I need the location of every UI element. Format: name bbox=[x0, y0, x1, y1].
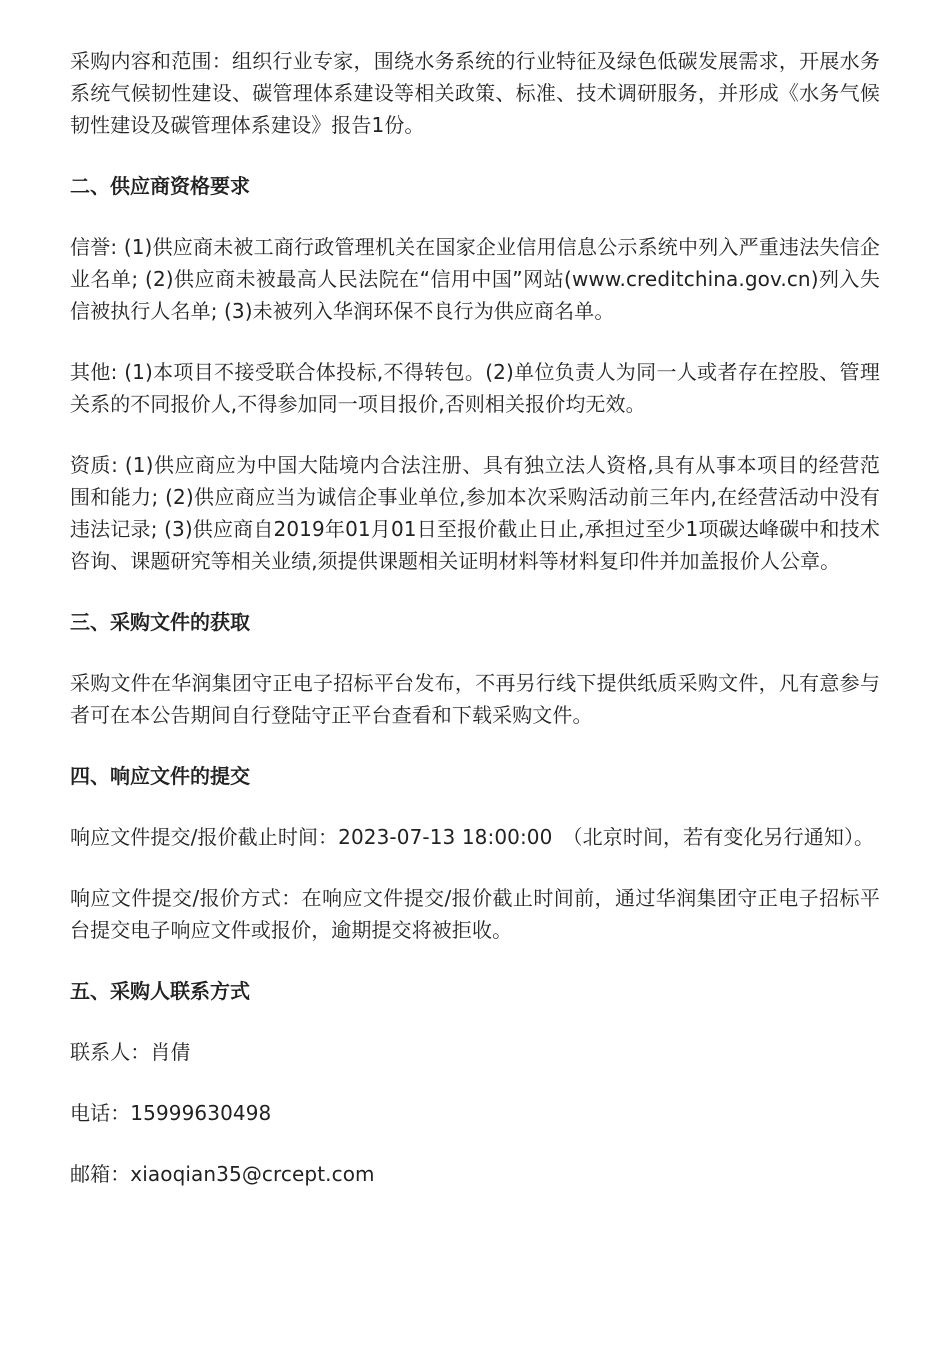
contact-person: 联系人：肖倩 bbox=[70, 1040, 191, 1064]
qualification-paragraph: 资质: (1)供应商应为中国大陆境内合法注册、具有独立法人资格,具有从事本项目的经营范围和能力; (2)供应商应当为诚信企事业单位,参加本次采购活动前三年内,在经营活动中没有违法记录; (3)供应商自2019年01月01日至报价截止日止,承担过至少1项碳达峰碳中和技术咨询、课题研究等相关业绩,须提供课题相关证明材料等材料复印件并加盖报价人公章。 bbox=[70, 453, 880, 573]
section-heading-supplier-requirements: 二、供应商资格要求 bbox=[70, 174, 250, 198]
contact-email: 邮箱：xiaoqian35@crcept.com bbox=[70, 1162, 375, 1186]
other-paragraph: 其他: (1)本项目不接受联合体投标,不得转包。(2)单位负责人为同一人或者存在控股、管理关系的不同报价人,不得参加同一项目报价,否则相关报价均无效。 bbox=[70, 360, 880, 416]
obtain-paragraph: 采购文件在华润集团守正电子招标平台发布，不再另行线下提供纸质采购文件，凡有意参与者可在本公告期间自行登陆守正平台查看和下载采购文件。 bbox=[70, 671, 880, 727]
scope-paragraph: 采购内容和范围：组织行业专家，围绕水务系统的行业特征及绿色低碳发展需求，开展水务系统气候韧性建设、碳管理体系建设等相关政策、标准、技术调研服务，并形成《水务气候韧性建设及碳管理体系建设》报告1份。 bbox=[70, 49, 880, 137]
section-heading-submission: 四、响应文件的提交 bbox=[70, 764, 250, 788]
method-paragraph: 响应文件提交/报价方式：在响应文件提交/报价截止时间前，通过华润集团守正电子招标平台提交电子响应文件或报价，逾期提交将被拒收。 bbox=[70, 886, 880, 942]
section-heading-obtain-documents: 三、采购文件的获取 bbox=[70, 610, 250, 634]
contact-phone: 电话：15999630498 bbox=[70, 1101, 272, 1125]
deadline-paragraph: 响应文件提交/报价截止时间：2023-07-13 18:00:00 （北京时间，若有变化另行通知）。 bbox=[70, 825, 875, 849]
section-heading-contact: 五、采购人联系方式 bbox=[70, 979, 250, 1003]
reputation-paragraph: 信誉: (1)供应商未被工商行政管理机关在国家企业信用信息公示系统中列入严重违法失信企业名单; (2)供应商未被最高人民法院在“信用中国”网站(www.creditchina.gov.cn)列入失信被执行人名单; (3)未被列入华润环保不良行为供应商名单。 bbox=[70, 235, 880, 323]
